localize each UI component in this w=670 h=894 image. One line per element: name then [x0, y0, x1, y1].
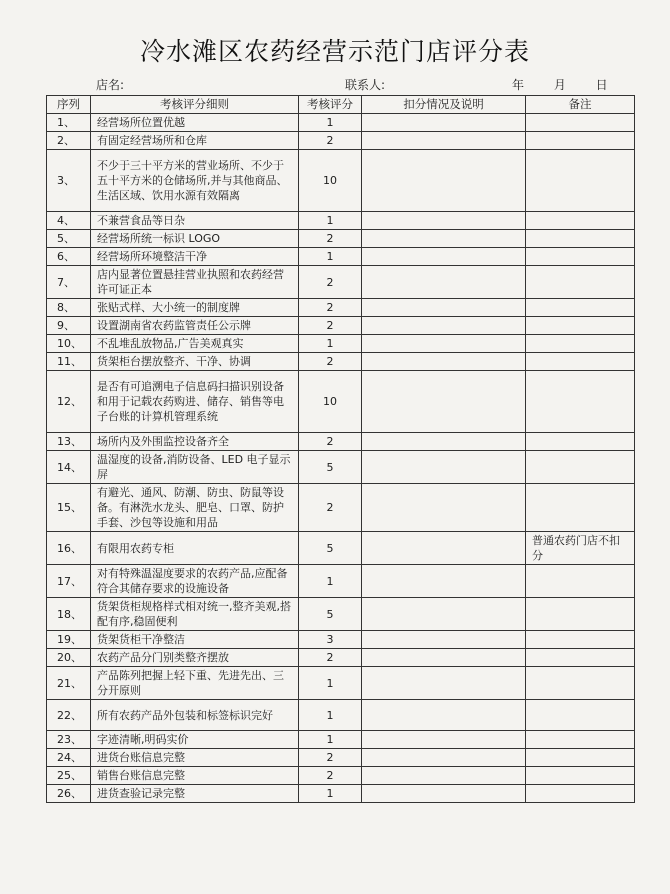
row-remark: [526, 353, 635, 371]
row-remark: [526, 150, 635, 212]
row-remark: [526, 317, 635, 335]
row-remark: [526, 299, 635, 317]
row-deduction[interactable]: [362, 484, 526, 532]
row-deduction[interactable]: [362, 230, 526, 248]
row-seq: 4、: [47, 212, 91, 230]
row-criteria: 有固定经营场所和仓库: [91, 132, 299, 150]
row-deduction[interactable]: [362, 299, 526, 317]
row-deduction[interactable]: [362, 631, 526, 649]
row-score: 5: [299, 532, 362, 565]
row-remark: [526, 631, 635, 649]
row-deduction[interactable]: [362, 598, 526, 631]
table-row: [47, 700, 635, 731]
table-row: [47, 767, 635, 785]
row-seq: 22、: [47, 700, 91, 731]
row-deduction[interactable]: [362, 248, 526, 266]
row-deduction[interactable]: [362, 132, 526, 150]
row-score: 2: [299, 353, 362, 371]
row-criteria: 不乱堆乱放物品,广告美观真实: [91, 335, 299, 353]
row-deduction[interactable]: [362, 451, 526, 484]
row-seq: 7、: [47, 266, 91, 299]
row-score: 2: [299, 230, 362, 248]
table-row: [47, 212, 635, 230]
row-seq: 20、: [47, 649, 91, 667]
row-score: 1: [299, 248, 362, 266]
row-deduction[interactable]: [362, 335, 526, 353]
table-row: [47, 371, 635, 433]
row-remark: [526, 484, 635, 532]
row-score: 2: [299, 649, 362, 667]
row-remark: 普通农药门店不扣分: [526, 532, 635, 565]
row-seq: 3、: [47, 150, 91, 212]
store-name-label: 店名:: [96, 78, 125, 92]
row-criteria: 场所内及外围监控设备齐全: [91, 433, 299, 451]
row-remark: [526, 767, 635, 785]
row-criteria: 销售台账信息完整: [91, 767, 299, 785]
row-criteria: 产品陈列把握上轻下重、先进先出、三分开原则: [91, 667, 299, 700]
row-seq: 15、: [47, 484, 91, 532]
table-row: [47, 565, 635, 598]
row-score: 10: [299, 371, 362, 433]
table-row: [47, 532, 635, 565]
row-deduction[interactable]: [362, 114, 526, 132]
row-remark: [526, 371, 635, 433]
row-deduction[interactable]: [362, 700, 526, 731]
row-seq: 21、: [47, 667, 91, 700]
row-seq: 26、: [47, 785, 91, 803]
row-score: 1: [299, 114, 362, 132]
row-criteria: 所有农药产品外包装和标签标识完好: [91, 700, 299, 731]
row-criteria: 字迹清晰,明码实价: [91, 731, 299, 749]
row-seq: 8、: [47, 299, 91, 317]
row-remark: [526, 230, 635, 248]
row-criteria: 对有特殊温湿度要求的农药产品,应配备符合其储存要求的设施设备: [91, 565, 299, 598]
row-remark: [526, 700, 635, 731]
row-seq: 23、: [47, 731, 91, 749]
row-criteria: 货架货柜规格样式相对统一,整齐美观,搭配有序,稳固便利: [91, 598, 299, 631]
page-title: 冷水滩区农药经营示范门店评分表: [139, 37, 530, 66]
row-criteria: 经营场所位置优越: [91, 114, 299, 132]
row-score: 1: [299, 667, 362, 700]
row-criteria: 进货台账信息完整: [91, 749, 299, 767]
row-seq: 24、: [47, 749, 91, 767]
row-seq: 5、: [47, 230, 91, 248]
row-remark: [526, 132, 635, 150]
row-score: 1: [299, 335, 362, 353]
row-criteria: 设置湖南省农药监管责任公示牌: [91, 317, 299, 335]
header-remark: 备注: [526, 96, 635, 114]
row-score: 2: [299, 266, 362, 299]
row-seq: 18、: [47, 598, 91, 631]
row-score: 5: [299, 451, 362, 484]
table-row: [47, 114, 635, 132]
table-row: [47, 335, 635, 353]
row-deduction[interactable]: [362, 353, 526, 371]
row-deduction[interactable]: [362, 649, 526, 667]
table-row: [47, 667, 635, 700]
row-remark: [526, 114, 635, 132]
row-criteria: 温湿度的设备,消防设备、LED 电子显示屏: [91, 451, 299, 484]
row-remark: [526, 731, 635, 749]
table-row: [47, 785, 635, 803]
row-remark: [526, 212, 635, 230]
row-deduction[interactable]: [362, 532, 526, 565]
row-score: 2: [299, 767, 362, 785]
row-criteria: 货架柜台摆放整齐、干净、协调: [91, 353, 299, 371]
row-criteria: 有限用农药专柜: [91, 532, 299, 565]
row-deduction[interactable]: [362, 371, 526, 433]
row-score: 1: [299, 785, 362, 803]
row-seq: 14、: [47, 451, 91, 484]
row-remark: [526, 565, 635, 598]
table-row: [47, 299, 635, 317]
row-deduction[interactable]: [362, 266, 526, 299]
row-seq: 9、: [47, 317, 91, 335]
row-score: 3: [299, 631, 362, 649]
row-seq: 25、: [47, 767, 91, 785]
table-row: [47, 266, 635, 299]
row-remark: [526, 667, 635, 700]
row-deduction[interactable]: [362, 731, 526, 749]
row-seq: 2、: [47, 132, 91, 150]
row-seq: 1、: [47, 114, 91, 132]
header-deduction: 扣分情况及说明: [362, 96, 526, 114]
row-deduction[interactable]: [362, 767, 526, 785]
table-header-row: [47, 96, 635, 114]
table-row: [47, 353, 635, 371]
row-deduction[interactable]: [362, 150, 526, 212]
row-criteria: 经营场所统一标识 LOGO: [91, 230, 299, 248]
table-row: [47, 451, 635, 484]
row-score: 2: [299, 317, 362, 335]
row-criteria: 是否有可追溯电子信息码扫描识别设备和用于记载农药购进、储存、销售等电子台账的计算机管理系统: [91, 371, 299, 433]
row-score: 2: [299, 433, 362, 451]
row-criteria: 经营场所环境整洁干净: [91, 248, 299, 266]
row-score: 2: [299, 484, 362, 532]
table-row: [47, 731, 635, 749]
evaluation-table: [46, 95, 635, 803]
row-criteria: 有避光、通风、防潮、防虫、防鼠等设备。有淋洗水龙头、肥皂、口罩、防护手套、沙包等设施和用品: [91, 484, 299, 532]
table-row: [47, 433, 635, 451]
header-criteria: 考核评分细则: [91, 96, 299, 114]
table-row: [47, 598, 635, 631]
row-score: 1: [299, 731, 362, 749]
row-remark: [526, 598, 635, 631]
row-criteria: 店内显著位置悬挂营业执照和农药经营许可证正本: [91, 266, 299, 299]
row-score: 2: [299, 299, 362, 317]
row-criteria: 农药产品分门别类整齐摆放: [91, 649, 299, 667]
row-seq: 10、: [47, 335, 91, 353]
row-criteria: 不兼营食品等日杂: [91, 212, 299, 230]
row-deduction[interactable]: [362, 565, 526, 598]
row-deduction[interactable]: [362, 433, 526, 451]
row-seq: 12、: [47, 371, 91, 433]
row-seq: 6、: [47, 248, 91, 266]
table-row: [47, 150, 635, 212]
row-criteria: 张贴式样、大小统一的制度牌: [91, 299, 299, 317]
row-deduction[interactable]: [362, 749, 526, 767]
row-score: 1: [299, 212, 362, 230]
header-seq: 序列: [47, 96, 91, 114]
row-criteria: 不少于三十平方米的营业场所、不少于五十平方米的仓储场所,并与其他商品、生活区域、饮用水源有效隔离: [91, 150, 299, 212]
row-remark: [526, 649, 635, 667]
header-score: 考核评分: [299, 96, 362, 114]
row-remark: [526, 433, 635, 451]
table-row: [47, 631, 635, 649]
row-remark: [526, 785, 635, 803]
row-criteria: 货架货柜干净整洁: [91, 631, 299, 649]
row-seq: 19、: [47, 631, 91, 649]
row-score: 2: [299, 132, 362, 150]
row-seq: 11、: [47, 353, 91, 371]
row-remark: [526, 248, 635, 266]
date-label: 年 月 日: [512, 78, 608, 92]
row-seq: 17、: [47, 565, 91, 598]
row-score: 2: [299, 749, 362, 767]
row-deduction[interactable]: [362, 667, 526, 700]
table-row: [47, 649, 635, 667]
row-remark: [526, 335, 635, 353]
row-seq: 13、: [47, 433, 91, 451]
row-score: 1: [299, 565, 362, 598]
row-deduction[interactable]: [362, 317, 526, 335]
contact-person-label: 联系人:: [345, 78, 386, 92]
row-seq: 16、: [47, 532, 91, 565]
table-row: [47, 132, 635, 150]
row-score: 1: [299, 700, 362, 731]
table-row: [47, 317, 635, 335]
row-criteria: 进货查验记录完整: [91, 785, 299, 803]
table-row: [47, 749, 635, 767]
row-remark: [526, 749, 635, 767]
row-score: 10: [299, 150, 362, 212]
row-remark: [526, 451, 635, 484]
row-deduction[interactable]: [362, 212, 526, 230]
table-row: [47, 230, 635, 248]
table-row: [47, 248, 635, 266]
row-remark: [526, 266, 635, 299]
table-row: [47, 484, 635, 532]
row-score: 5: [299, 598, 362, 631]
row-deduction[interactable]: [362, 785, 526, 803]
